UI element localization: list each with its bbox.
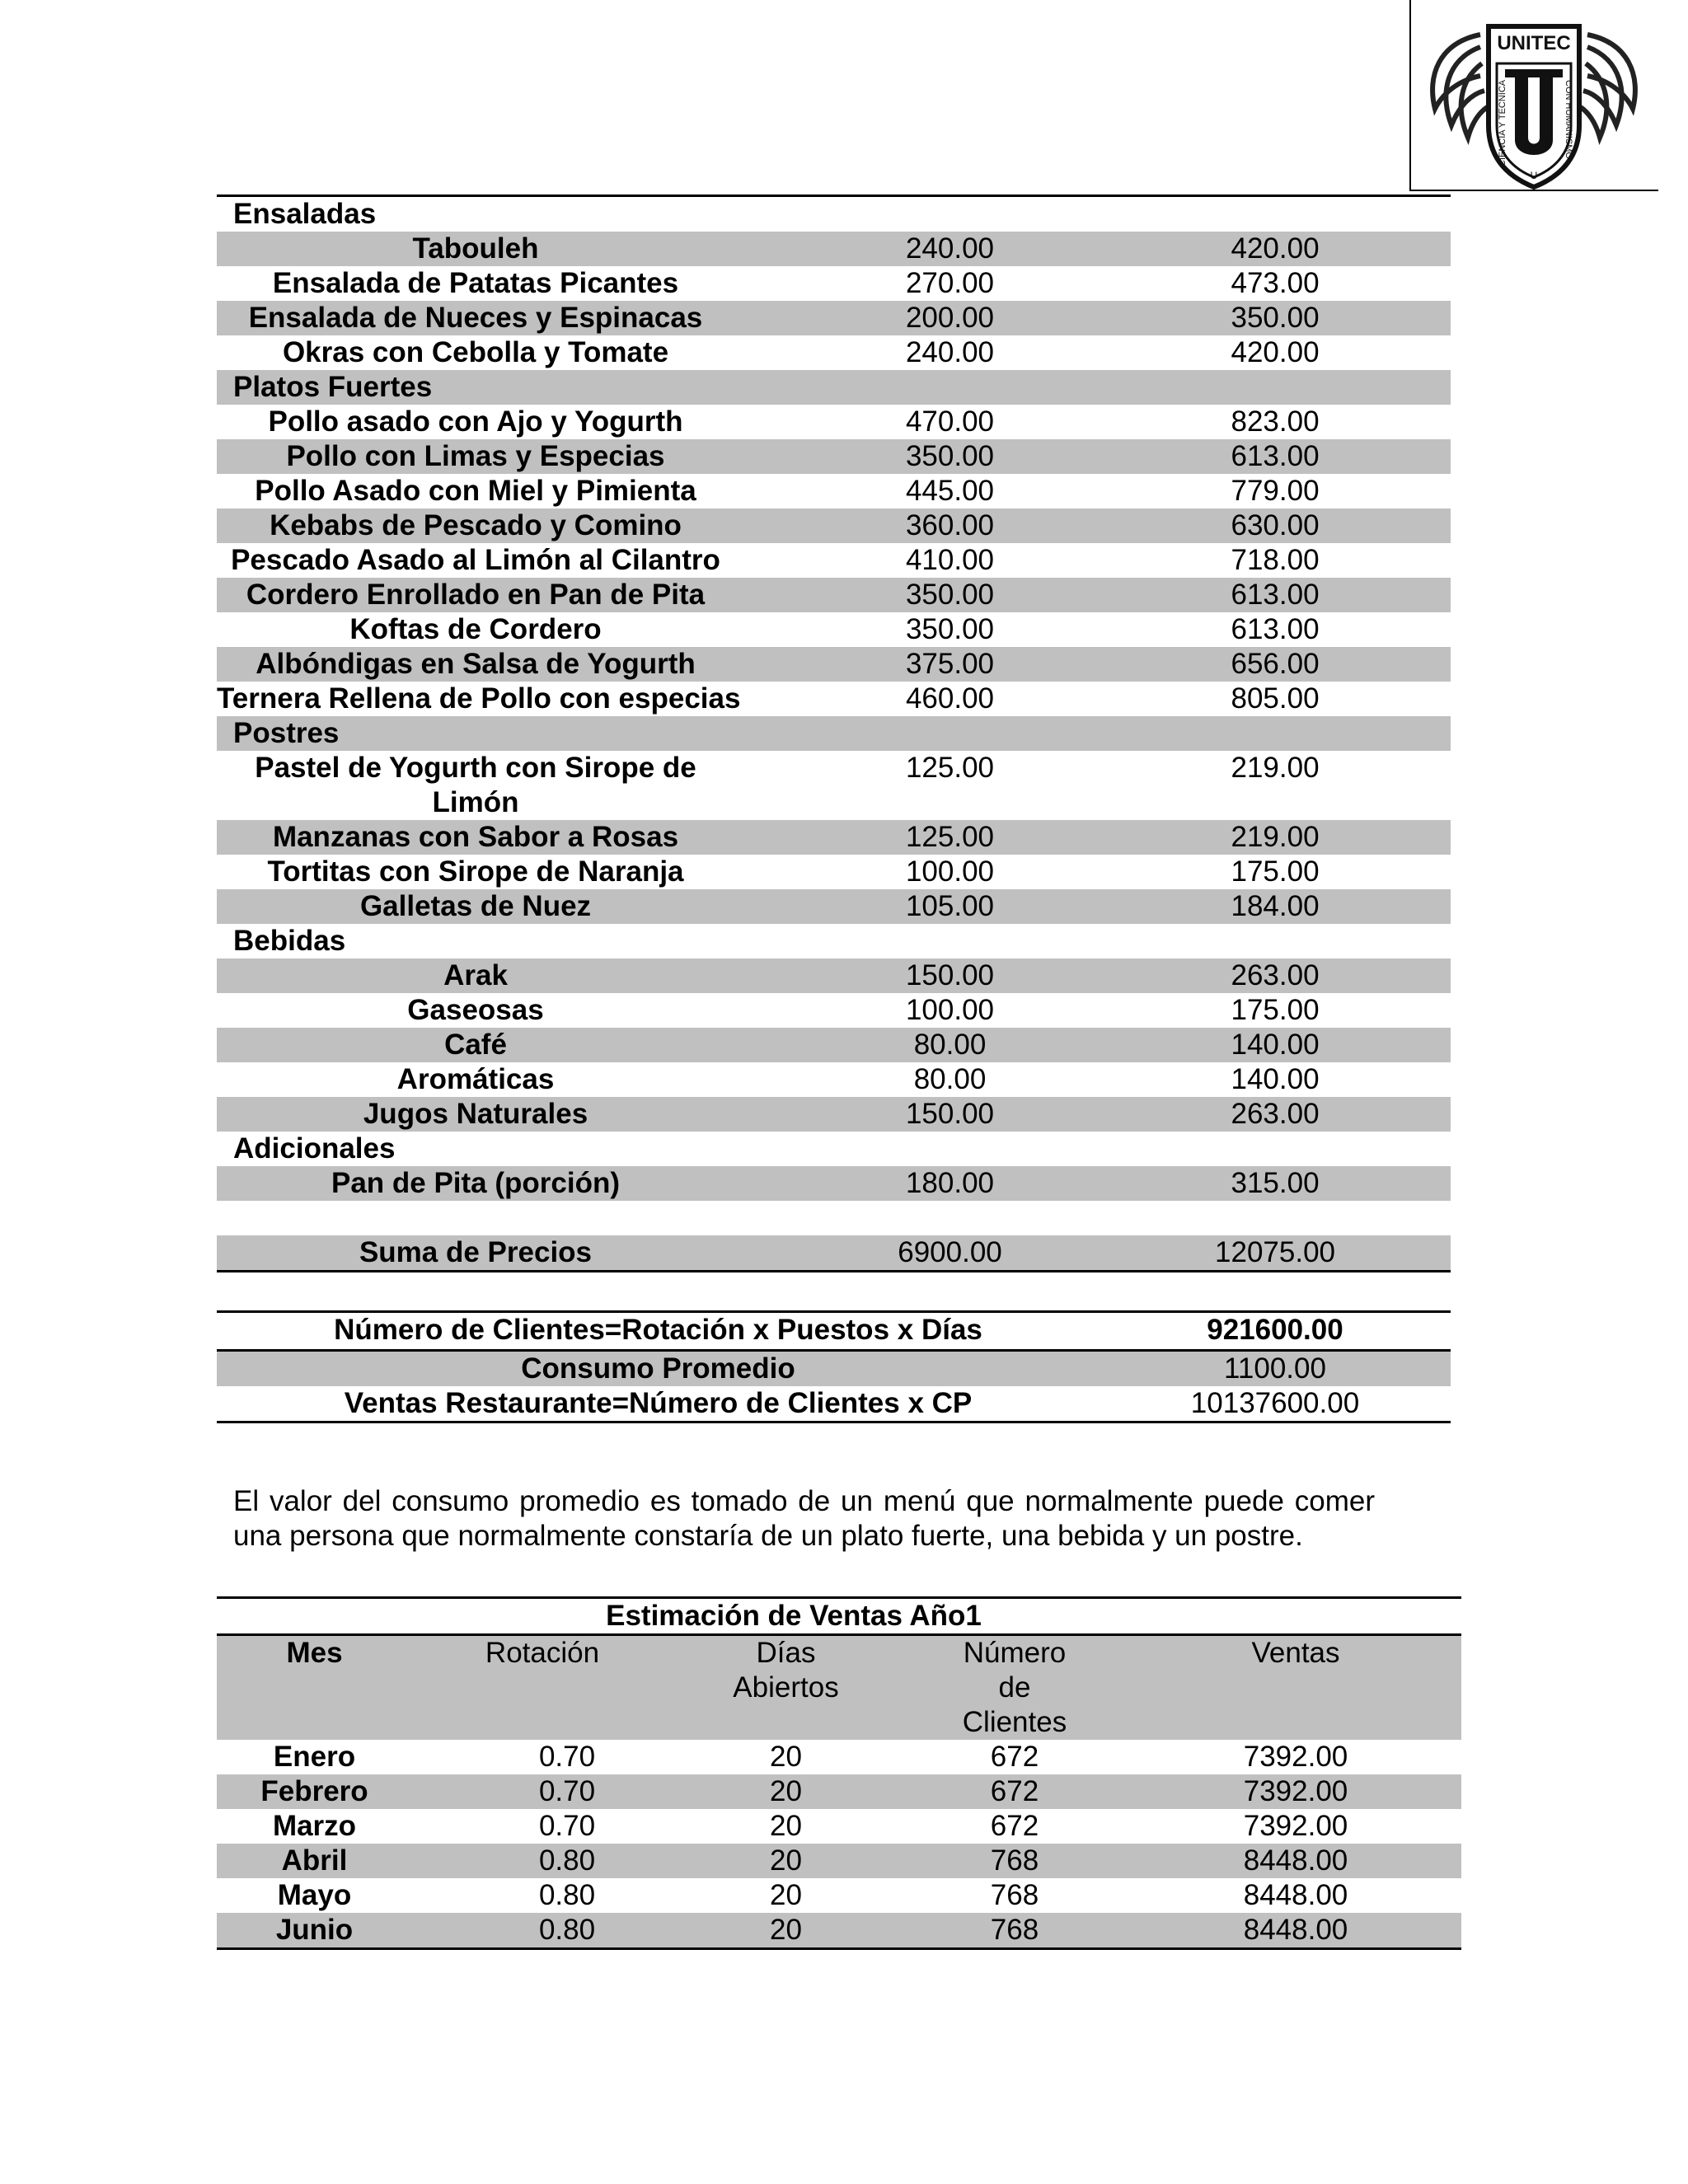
price-value: 613.00 [1100,439,1451,474]
menu-item-row [217,509,1451,543]
menu-item-row [217,335,1451,370]
ventas-formula-label: Ventas Restaurante=Número de Clientes x CP [344,1387,973,1419]
price-value: 219.00 [1100,820,1451,855]
price-value: 718.00 [1231,544,1320,576]
sales-header-row [217,1635,1461,1741]
month-name: Mayo [277,1879,352,1911]
dish-name: Café [217,1028,800,1062]
category-label: Adicionales [233,1132,396,1165]
price-value: 140.00 [1100,1028,1451,1062]
price-value: 140.00 [1231,1063,1320,1095]
cost-value: 100.00 [905,994,995,1026]
sales-month-row [217,1809,1461,1844]
price-value: 613.00 [1100,578,1451,612]
dish-name: Aromáticas [396,1063,555,1095]
cost-value: 445.00 [905,475,995,507]
price-value: 779.00 [1231,475,1320,507]
menu-item-row [217,958,1451,993]
sales-value: 7392.00 [1243,1810,1348,1842]
dish-name: Tortitas con Sirope de Naranja [267,855,684,888]
menu-item-row [217,682,1451,716]
blank-cell [217,1201,800,1235]
price-value: 12075.00 [1100,1235,1451,1272]
dish-name: Pan de Pita (porción) [217,1166,800,1201]
blank-cell [1100,1201,1451,1235]
dish-name: Okras con Cebolla y Tomate [282,336,669,368]
sales-month-row [217,1878,1461,1913]
dish-name: Albóndigas en Salsa de Yogurth [217,647,800,682]
open-days-value: 20 [770,1879,802,1911]
menu-item-row [217,578,1451,612]
category-label: Bebidas [233,925,346,957]
open-days-value: 20 [770,1810,802,1842]
rotation-value: 0.80 [412,1844,673,1878]
menu-item-row [217,993,1451,1028]
menu-item-row [217,405,1451,439]
menu-item-row [217,855,1451,889]
logo-motto-right: CON HUMANISMO [1564,80,1573,159]
summary-row-clientes [217,1312,1451,1351]
open-days-value: 20 [673,1844,899,1878]
cost-value: 460.00 [905,682,995,715]
dish-name: Galletas de Nuez [217,889,800,924]
clients-value: 672 [899,1774,1130,1809]
consumo-explanation-paragraph: El valor del consumo promedio es tomado de un menú que normalmente puede comer una persona que normalmente constaría de un plato fuerte, una bebida y un postre. [233,1485,1375,1552]
cost-value: 150.00 [800,1097,1100,1132]
menu-category-row [217,924,1451,958]
price-value: 263.00 [1100,958,1451,993]
menu-item-row [217,1028,1451,1062]
cost-value: 105.00 [800,889,1100,924]
dish-name: Cordero Enrollado en Pan de Pita [217,578,800,612]
header-rotacion: Rotación [412,1635,673,1741]
cost-value: 270.00 [905,267,995,299]
month-name: Enero [273,1741,356,1773]
menu-item-row [217,1097,1451,1132]
cost-value: 350.00 [800,439,1100,474]
rotation-value: 0.80 [538,1879,596,1911]
summary-row-ventas [217,1386,1451,1422]
menu-item-row [217,439,1451,474]
menu-item-row [217,232,1451,266]
cost-value: 360.00 [800,509,1100,543]
dish-name: Jugos Naturales [217,1097,800,1132]
cost-value: 470.00 [905,405,995,438]
cost-value: 240.00 [800,232,1100,266]
clients-value: 672 [990,1741,1039,1773]
price-value: 473.00 [1231,267,1320,299]
header-ventas: Ventas [1130,1635,1461,1741]
sales-month-row [217,1913,1461,1949]
price-value: 420.00 [1100,232,1451,266]
dish-name: Koftas de Cordero [349,613,602,645]
menu-item-row [217,474,1451,509]
sales-value: 7392.00 [1243,1741,1348,1773]
sales-title-row [217,1598,1461,1635]
summary-row-consumo [217,1351,1451,1387]
rotation-value: 0.70 [538,1741,596,1773]
category-label: Postres [217,716,1451,751]
cost-value: 375.00 [800,647,1100,682]
clients-value: 768 [899,1844,1130,1878]
rotation-value: 0.80 [412,1913,673,1949]
dish-name: Pastel de Yogurth con Sirope de Limón [255,752,696,818]
open-days-value: 20 [673,1913,899,1949]
price-value: 263.00 [1100,1097,1451,1132]
clients-value: 768 [899,1913,1130,1949]
logo-motto-left: CIENCIA Y TECNICA [1498,79,1507,166]
clients-value: 768 [990,1879,1039,1911]
dish-name: Ternera Rellena de Pollo con especias [217,682,741,715]
cost-value: 180.00 [800,1166,1100,1201]
consumo-label: Consumo Promedio [217,1351,1100,1387]
menu-item-row [217,612,1451,647]
menu-item-row [217,889,1451,924]
menu-item-row [217,1235,1451,1272]
category-label: Ensaladas [233,198,377,230]
sales-value: 7392.00 [1130,1774,1461,1809]
cost-value: 6900.00 [800,1235,1100,1272]
dish-name: Suma de Precios [217,1235,800,1272]
dish-name: Gaseosas [407,994,544,1026]
sales-table-title: Estimación de Ventas Año1 [217,1598,1461,1635]
month-name: Junio [217,1913,412,1949]
sales-month-row [217,1774,1461,1809]
cost-value: 200.00 [800,301,1100,335]
dish-name: Pescado Asado al Limón al Cilantro [231,544,720,576]
header-dias-abiertos: Días Abiertos [673,1635,899,1741]
menu-category-row [217,196,1451,232]
price-value: 175.00 [1231,855,1320,888]
clientes-value: 921600.00 [1100,1312,1451,1351]
dish-name: Tabouleh [217,232,800,266]
menu-item-row [217,266,1451,301]
cost-value: 350.00 [905,613,995,645]
sales-month-row [217,1844,1461,1878]
category-label: Platos Fuertes [217,370,1451,405]
cost-value: 80.00 [913,1063,987,1095]
dish-name: Pollo con Limas y Especias [217,439,800,474]
dish-name: Ensalada de Nueces y Espinacas [217,301,800,335]
cost-value: 150.00 [800,958,1100,993]
ventas-value: 10137600.00 [1190,1387,1360,1419]
sales-value: 8448.00 [1130,1913,1461,1949]
price-value: 630.00 [1100,509,1451,543]
menu-item-row [217,301,1451,335]
clients-value: 672 [990,1810,1039,1842]
price-value: 823.00 [1231,405,1320,438]
sales-month-row [217,1740,1461,1774]
price-value: 656.00 [1100,647,1451,682]
month-name: Marzo [272,1810,357,1842]
logo-text: UNITEC [1497,32,1571,54]
month-name: Abril [217,1844,412,1878]
cost-value: 240.00 [905,336,995,368]
sales-value: 8448.00 [1243,1879,1348,1911]
header-numero-clientes: Número de Clientes [899,1635,1130,1741]
consumo-value: 1100.00 [1100,1351,1451,1387]
menu-item-row [217,820,1451,855]
cost-value: 350.00 [800,578,1100,612]
menu-category-row [217,716,1451,751]
price-value: 350.00 [1100,301,1451,335]
dish-name: Ensalada de Patatas Picantes [272,267,679,299]
cost-value: 125.00 [800,820,1100,855]
logo-letter: U [1530,170,1538,181]
blank-cell [800,1201,1100,1235]
price-value: 184.00 [1100,889,1451,924]
cost-value: 100.00 [905,855,995,888]
menu-blank-row [217,1201,1451,1235]
open-days-value: 20 [770,1741,802,1773]
dish-name: Pollo Asado con Miel y Pimienta [255,475,696,507]
rotation-value: 0.70 [538,1810,596,1842]
dish-name: Arak [217,958,800,993]
price-value: 420.00 [1231,336,1320,368]
menu-item-row [217,1166,1451,1201]
menu-item-row [217,647,1451,682]
price-value: 805.00 [1231,682,1320,715]
menu-item-row [217,543,1451,578]
dish-name: Kebabs de Pescado y Comino [217,509,800,543]
sales-value: 8448.00 [1130,1844,1461,1878]
month-name: Febrero [217,1774,412,1809]
cost-value: 410.00 [905,544,995,576]
cost-value: 125.00 [905,752,995,784]
logo-frame [1409,0,1658,191]
open-days-value: 20 [673,1774,899,1809]
menu-item-row [217,751,1451,820]
sales-estimate-table [217,1596,1461,1950]
menu-item-row [217,1062,1451,1097]
dish-name: Manzanas con Sabor a Rosas [217,820,800,855]
sales-summary-table [217,1310,1451,1423]
price-value: 175.00 [1231,994,1320,1026]
clientes-formula-label: Número de Clientes=Rotación x Puestos x Días [217,1312,1100,1351]
rotation-value: 0.70 [412,1774,673,1809]
menu-category-row [217,370,1451,405]
header-mes: Mes [217,1635,412,1741]
dish-name: Pollo asado con Ajo y Yogurth [268,405,683,438]
menu-price-table [217,194,1451,1272]
menu-category-row [217,1132,1451,1166]
price-value: 613.00 [1231,613,1320,645]
cost-value: 80.00 [800,1028,1100,1062]
price-value: 219.00 [1231,752,1320,784]
unitec-logo [1423,2,1645,190]
price-value: 315.00 [1100,1166,1451,1201]
